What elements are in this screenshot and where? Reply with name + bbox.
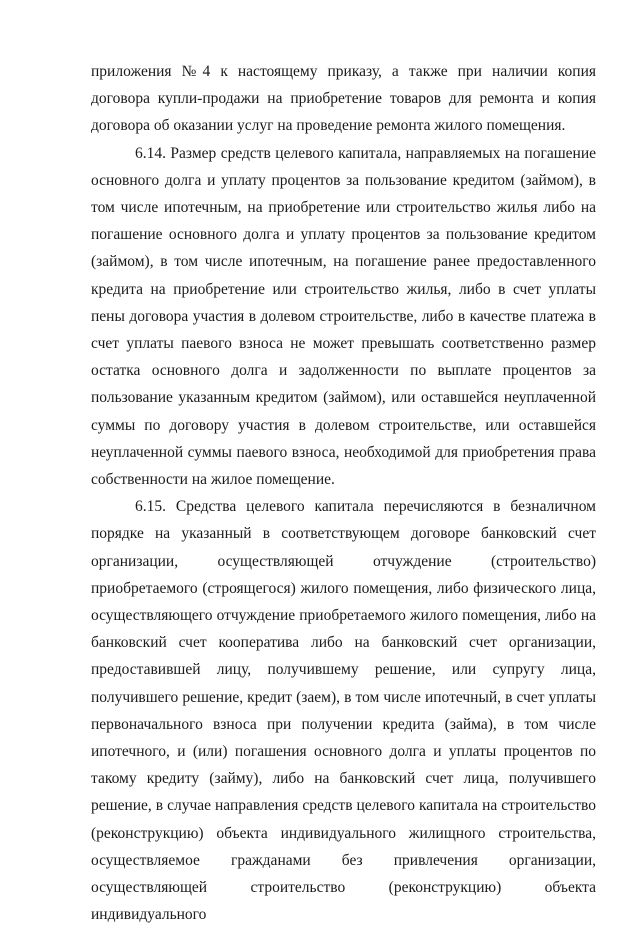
paragraph-clause-6-14: 6.14. Размер средств целевого капитала, направляемых на погашение основного долга и уплату процентов за пользование кредитом (займом), в том числе ипотечным, на приобретение или строительство жилья либо на погашение основного долга и уплату процентов за пользование кредитом (займом), в том числе ипотечным, на погашение ранее предоставленного кредита на приобретение или строительство жилья, либо в счет уплаты пены договора участия в долевом строительстве, либо в качестве платежа в счет уплаты паевого взноса не может превышать соответственно размер остатка основного долга и задолженности по выплате процентов за пользование указанным кредитом (займом), или оставшейся неуплаченной суммы по договору участия в долевом строительстве, или оставшейся неуплаченной суммы паевого взноса, необходимой для приобретения права собственности на жилое помещение. [91,144,596,489]
paragraph-continuation: приложения №4 к настоящему приказу, а также при наличии копия договора купли-продажи на приобретение товаров для ремонта и копия договора об оказании услуг на проведение ремонта жилого помещения. [91,63,596,135]
paragraph-clause-6-15: 6.15. Средства целевого капитала перечисляются в безналичном порядке на указанный в соответствующем договоре банковский счет организации, осуществляющей отчуждение (строительство) приобретаемого (строящегося) жилого помещения, либо физического лица, осуществляющего отчуждение приобретаемого жилого помещения, либо на банковский счет кооператива либо на банковский счет организации, предоставившей лицу, получившему решение, или супругу лица, получившего решение, кредит (заем), в том числе ипотечный, в счет уплаты первоначального взноса при получении кредита (займа), в том числе ипотечного, и (или) погашения основного долга и уплаты процентов по такому кредиту (займу), либо на банковский счет лица, получившего решение, в случае направления средств целевого капитала на строительство (реконструкцию) объекта индивидуального жилищного строительства, осуществляемое гражданами без привлечения организации, осуществляющей строительство (реконструкцию) объекта индивидуального [91,498,596,924]
document-page [91,58,596,929]
